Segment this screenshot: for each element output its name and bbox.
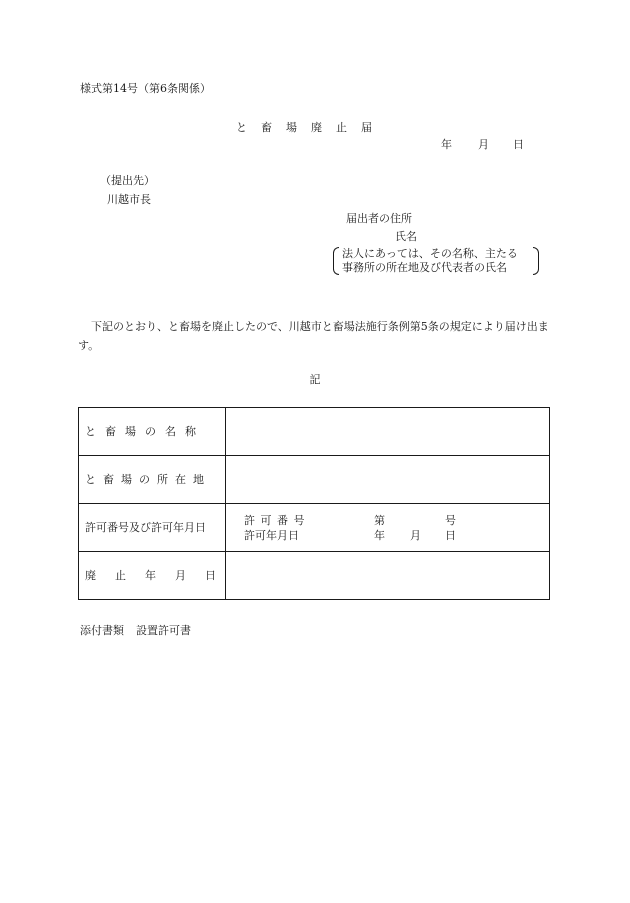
corporate-note-line2: 事務所の所在地及び代表者の氏名 (342, 261, 507, 274)
form-table (78, 407, 550, 600)
permit-dai: 第 (374, 514, 385, 527)
abolish-part: 廃 (85, 568, 96, 582)
facility-location-label: と畜場の所在地 (79, 456, 226, 504)
document-title: と畜場廃止届 (236, 121, 386, 134)
abolish-date-field[interactable] (226, 552, 550, 600)
table-row (79, 456, 550, 504)
abolish-part: 年 (145, 568, 156, 582)
attachments (80, 624, 191, 637)
permit-year: 年 (374, 529, 385, 542)
applicant-address-label: 届出者の住所 (346, 212, 412, 225)
permit-field[interactable] (226, 504, 550, 552)
ki-label: 記 (309, 373, 321, 386)
permit-day: 日 (445, 529, 456, 542)
permit-date-label: 許可年月日 (244, 529, 299, 542)
corporate-note-line1: 法人にあっては、その名称、主たる (342, 247, 518, 260)
date-month: 月 (478, 138, 489, 151)
abolish-part: 月 (175, 568, 186, 582)
permit-month: 月 (410, 529, 421, 542)
facility-name-label: と畜場の名称 (79, 408, 226, 456)
date-year: 年 (441, 138, 452, 151)
table-row (79, 504, 550, 552)
attachments-value: 設置許可書 (136, 624, 191, 637)
right-bracket (533, 247, 539, 275)
permit-number-label: 許 可 番 号 (244, 514, 306, 527)
recipient-name: 川越市長 (107, 193, 151, 206)
facility-location-field[interactable] (226, 456, 550, 504)
permit-label: 許可番号及び許可年月日 (79, 504, 226, 552)
left-bracket (333, 247, 339, 275)
table-row (79, 408, 550, 456)
table-row (79, 552, 550, 600)
recipient-label: （提出先） (100, 174, 155, 187)
permit-go: 号 (445, 514, 456, 527)
attachments-label: 添付書類 (80, 624, 124, 637)
abolish-date-label (79, 552, 226, 600)
corporate-note (333, 247, 539, 275)
facility-name-field[interactable] (226, 408, 550, 456)
date-day: 日 (513, 138, 524, 151)
abolish-part: 日 (205, 568, 216, 582)
body-text: 下記のとおり、と畜場を廃止したので、川越市と畜場法施行条例第5条の規定により届け出ます。 (78, 320, 549, 352)
abolish-part: 止 (115, 568, 126, 582)
applicant-name-label: 氏名 (395, 230, 417, 243)
form-number: 様式第14号（第6条関係） (80, 82, 211, 95)
